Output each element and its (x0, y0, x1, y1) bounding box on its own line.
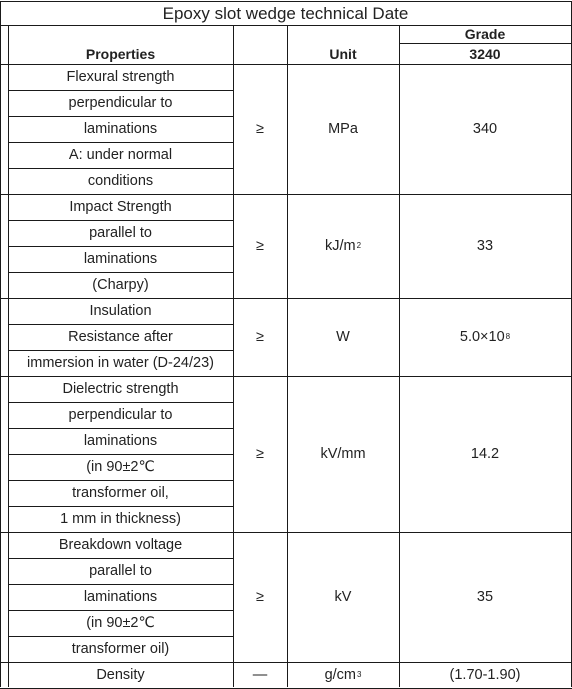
grade-value: 5.0×10 8 (459, 328, 511, 345)
rule-horizontal (8, 220, 234, 221)
grade-value: 33 (476, 237, 494, 254)
rule-horizontal (8, 324, 234, 325)
unit-value: kV (334, 588, 352, 605)
property-line: Flexural strength (66, 68, 175, 85)
rule-horizontal (8, 480, 234, 481)
property-line: perpendicular to (68, 406, 173, 423)
rule-vertical (8, 25, 9, 687)
rule-horizontal (8, 246, 234, 247)
rule-horizontal (0, 25, 572, 26)
unit-value: g/cm 3 (324, 666, 362, 683)
rule-vertical (399, 25, 400, 687)
property-line: parallel to (89, 562, 152, 579)
grade-value: 14.2 (470, 445, 500, 462)
rule-vertical (287, 25, 288, 687)
property-line: laminations (83, 120, 158, 137)
comparison-symbol: ≥ (256, 120, 264, 137)
rule-vertical (0, 1, 1, 687)
property-line: A: under normal (68, 146, 173, 163)
grade-value: (1.70-1.90) (449, 666, 521, 683)
property-line: (Charpy) (92, 276, 149, 293)
property-line: 1 mm in thickness) (60, 510, 181, 527)
property-line: Breakdown voltage (58, 536, 183, 553)
property-line: Resistance after (68, 328, 173, 345)
rule-horizontal (8, 142, 234, 143)
rule-vertical (233, 25, 234, 687)
property-line: (in 90±2℃ (86, 458, 155, 475)
grade-value: 35 (476, 588, 494, 605)
property-line: Impact Strength (69, 198, 172, 215)
rule-horizontal (8, 428, 234, 429)
property-line: Dielectric strength (62, 380, 179, 397)
comparison-symbol: — (252, 666, 268, 683)
property-line: immersion in water (D-24/23) (27, 354, 214, 371)
rule-horizontal (8, 610, 234, 611)
comparison-symbol: ≥ (256, 237, 264, 254)
property-line: Density (96, 666, 145, 683)
rule-horizontal (8, 90, 234, 91)
rule-horizontal (8, 454, 234, 455)
unit-value: kJ/m 2 (324, 237, 362, 254)
rule-horizontal (8, 350, 234, 351)
header-unit: Unit (329, 45, 357, 62)
header-properties: Properties (85, 45, 156, 62)
property-line: transformer oil, (72, 484, 169, 501)
property-line: transformer oil) (71, 640, 170, 657)
grade-value: 340 (472, 120, 498, 137)
property-line: (in 90±2℃ (86, 614, 155, 631)
property-line: laminations (83, 250, 158, 267)
property-line: perpendicular to (68, 94, 173, 111)
unit-value: kV/mm (320, 445, 366, 462)
rule-horizontal (8, 584, 234, 585)
rule-horizontal (399, 43, 572, 44)
property-line: laminations (83, 588, 158, 605)
comparison-symbol: ≥ (256, 588, 264, 605)
comparison-symbol: ≥ (256, 445, 264, 462)
unit-value: MPa (328, 120, 358, 137)
property-line: Insulation (89, 302, 152, 319)
rule-horizontal (0, 1, 572, 2)
property-line: laminations (83, 432, 158, 449)
property-line: conditions (87, 172, 154, 189)
rule-horizontal (8, 116, 234, 117)
rule-horizontal (8, 558, 234, 559)
rule-horizontal (8, 506, 234, 507)
rule-horizontal (8, 272, 234, 273)
rule-horizontal (8, 636, 234, 637)
comparison-symbol: ≥ (256, 328, 264, 345)
unit-value: W (336, 328, 350, 345)
rule-horizontal (8, 168, 234, 169)
header-grade-code: 3240 (469, 45, 501, 62)
rule-horizontal (8, 402, 234, 403)
table-title: Epoxy slot wedge technical Date (162, 3, 409, 23)
property-line: parallel to (89, 224, 152, 241)
header-grade: Grade (464, 26, 506, 42)
